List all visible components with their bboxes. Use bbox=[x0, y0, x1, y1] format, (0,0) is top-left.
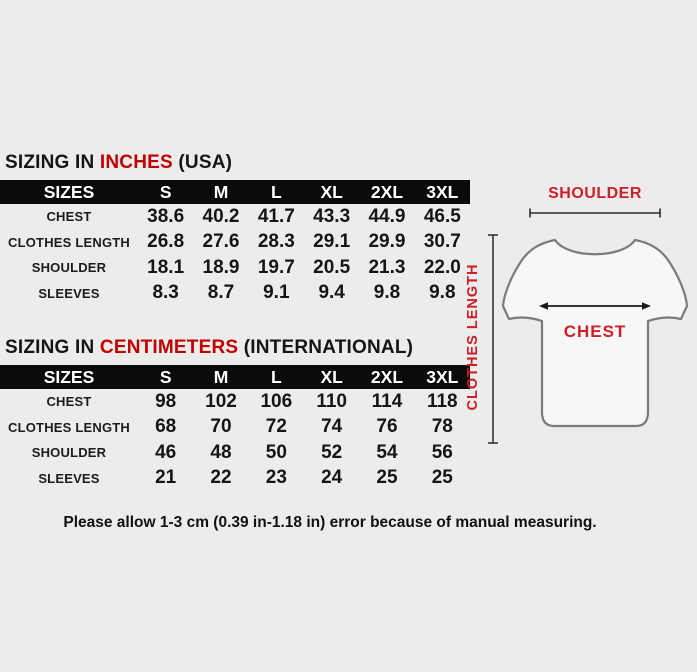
cell-value: 20.5 bbox=[313, 256, 351, 278]
table-row-shoulder bbox=[0, 440, 470, 466]
cell-value: 76 bbox=[376, 416, 398, 438]
cell-value: 46.5 bbox=[423, 205, 461, 227]
header-cell-sizes: SIZES bbox=[43, 366, 95, 387]
tshirt-diagram bbox=[455, 170, 697, 460]
cell-value: 8.3 bbox=[152, 282, 179, 304]
cell-value: 30.7 bbox=[423, 231, 461, 253]
row-label: SLEEVES bbox=[38, 285, 100, 301]
header-cell-sizes: SIZES bbox=[43, 181, 95, 202]
title-accent: INCHES bbox=[99, 152, 173, 173]
row-label: SLEEVES bbox=[38, 470, 100, 486]
row-label: CLOTHES LENGTH bbox=[8, 419, 130, 435]
cell-value: 78 bbox=[431, 416, 453, 438]
inches-header-row bbox=[0, 180, 470, 204]
chest-label: CHEST bbox=[563, 322, 627, 341]
cell-value: 41.7 bbox=[257, 205, 295, 227]
cell-value: 102 bbox=[205, 390, 237, 412]
clothes-length-measure-line bbox=[488, 235, 498, 443]
table-row-shoulder bbox=[0, 255, 470, 281]
header-cell-m: M bbox=[213, 181, 229, 202]
cell-value: 48 bbox=[210, 441, 232, 463]
cell-value: 29.1 bbox=[313, 231, 351, 253]
title-prefix: SIZING IN bbox=[5, 337, 100, 358]
header-cell-l: L bbox=[270, 366, 282, 387]
title-prefix: SIZING IN bbox=[5, 152, 100, 173]
inches-table-section bbox=[0, 151, 470, 306]
cell-value: 74 bbox=[321, 416, 343, 438]
header-cell-2xl: 2XL bbox=[370, 366, 404, 387]
centimeters-header-row bbox=[0, 365, 470, 389]
shoulder-measure-line bbox=[530, 209, 660, 218]
cell-value: 106 bbox=[260, 390, 293, 412]
cell-value: 9.8 bbox=[429, 282, 456, 304]
row-label: SHOULDER bbox=[31, 260, 107, 276]
cell-value: 25 bbox=[431, 467, 453, 489]
cell-value: 114 bbox=[371, 390, 403, 412]
cell-value: 44.9 bbox=[368, 205, 406, 227]
header-cell-3xl: 3XL bbox=[426, 181, 459, 202]
header-cell-2xl: 2XL bbox=[370, 181, 404, 202]
cell-value: 25 bbox=[376, 467, 398, 489]
cell-value: 18.1 bbox=[147, 256, 185, 278]
cell-value: 22.0 bbox=[423, 256, 461, 278]
cell-value: 52 bbox=[321, 441, 343, 463]
cell-value: 40.2 bbox=[202, 205, 240, 227]
header-cell-xl: XL bbox=[320, 366, 343, 387]
cell-value: 22 bbox=[210, 467, 232, 489]
cell-value: 110 bbox=[316, 390, 347, 412]
cell-value: 29.9 bbox=[368, 231, 406, 253]
cell-value: 72 bbox=[265, 416, 287, 438]
cell-value: 43.3 bbox=[313, 205, 351, 227]
cell-value: 38.6 bbox=[147, 205, 185, 227]
cell-value: 28.3 bbox=[257, 231, 295, 253]
header-cell-l: L bbox=[270, 181, 282, 202]
header-cell-3xl: 3XL bbox=[426, 366, 459, 387]
header-cell-s: S bbox=[159, 181, 172, 202]
centimeters-table-section bbox=[0, 336, 470, 491]
inches-table-title bbox=[5, 151, 470, 180]
cell-value: 21 bbox=[155, 467, 177, 489]
cell-value: 50 bbox=[265, 441, 287, 463]
row-label: CHEST bbox=[46, 394, 92, 410]
cell-value: 70 bbox=[210, 416, 232, 438]
row-label: SHOULDER bbox=[31, 445, 107, 461]
table-row-sleeves bbox=[0, 281, 470, 307]
title-accent: CENTIMETERS bbox=[99, 337, 239, 358]
table-row-clothes-length bbox=[0, 230, 470, 256]
row-label: CLOTHES LENGTH bbox=[8, 234, 130, 250]
cell-value: 8.7 bbox=[207, 282, 235, 304]
clothes-length-label: CLOTHES LENGTH bbox=[465, 263, 481, 411]
shoulder-label: SHOULDER bbox=[548, 185, 642, 202]
row-label: CHEST bbox=[46, 209, 92, 225]
header-cell-m: M bbox=[213, 366, 229, 387]
cell-value: 18.9 bbox=[202, 256, 240, 278]
title-suffix: (USA) bbox=[172, 152, 233, 173]
cell-value: 27.6 bbox=[202, 231, 240, 253]
cell-value: 26.8 bbox=[147, 231, 185, 253]
cell-value: 9.4 bbox=[318, 282, 345, 304]
centimeters-table-title bbox=[5, 336, 470, 365]
table-row-chest bbox=[0, 204, 470, 230]
header-cell-s: S bbox=[159, 366, 172, 387]
cell-value: 98 bbox=[155, 390, 177, 412]
cell-value: 118 bbox=[426, 390, 458, 412]
cell-value: 68 bbox=[155, 416, 177, 438]
cell-value: 56 bbox=[431, 441, 453, 463]
table-row-chest bbox=[0, 389, 470, 415]
cell-value: 19.7 bbox=[257, 256, 295, 278]
cell-value: 9.1 bbox=[263, 282, 290, 304]
title-suffix: (INTERNATIONAL) bbox=[238, 337, 414, 358]
measuring-error-note: Please allow 1-3 cm (0.39 in-1.18 in) error because of manual measuring. bbox=[63, 514, 597, 531]
cell-value: 9.8 bbox=[373, 282, 401, 304]
cell-value: 23 bbox=[265, 467, 287, 489]
header-cell-xl: XL bbox=[320, 181, 343, 202]
cell-value: 54 bbox=[376, 441, 398, 463]
table-row-sleeves bbox=[0, 466, 470, 492]
cell-value: 21.3 bbox=[368, 256, 406, 278]
cell-value: 24 bbox=[321, 467, 343, 489]
cell-value: 46 bbox=[155, 441, 177, 463]
table-row-clothes-length bbox=[0, 415, 470, 441]
